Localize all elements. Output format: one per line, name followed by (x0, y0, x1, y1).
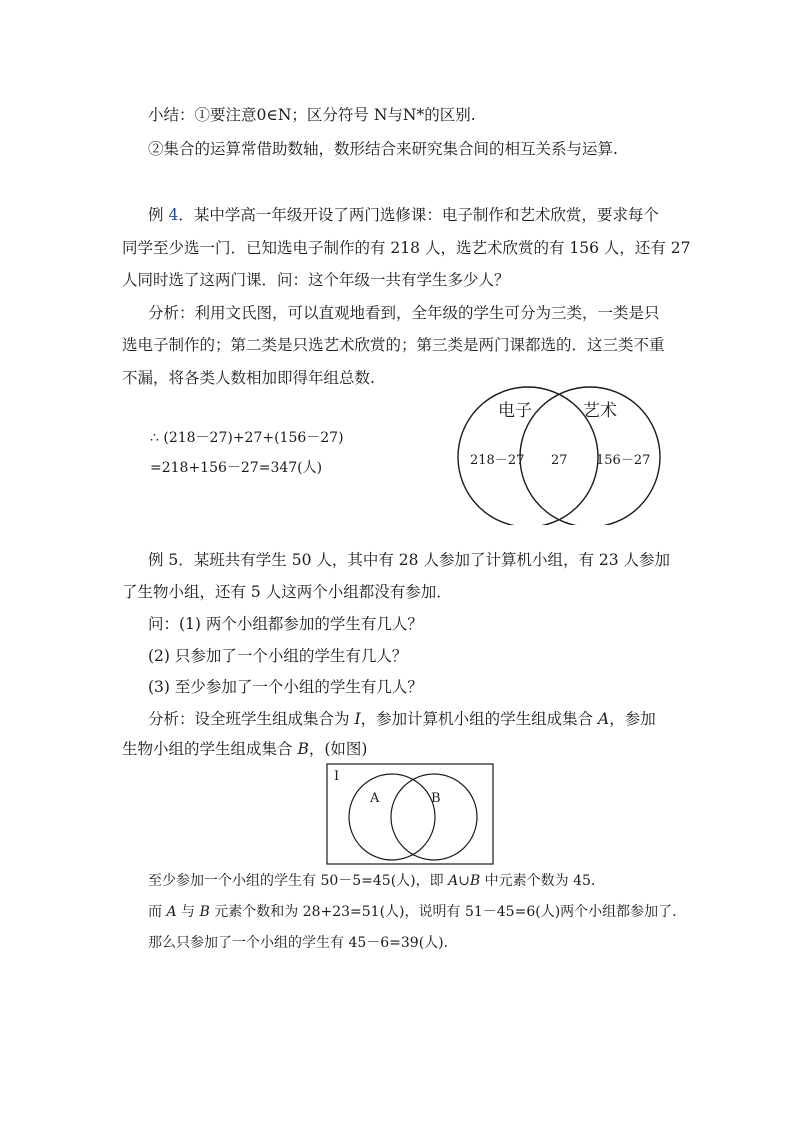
example5-venn-diagram (326, 763, 496, 867)
example5-solution-2-pre: 而 (148, 904, 167, 920)
example5-solution-line-2 (148, 902, 686, 922)
example4-label: 例 (148, 206, 169, 224)
example4-analysis-line-3: 不漏，将各类人数相加即得年组总数. (122, 369, 375, 387)
example5-solution-1-expr: A∪B (448, 873, 481, 889)
venn-circle-b (391, 774, 477, 860)
venn-value-electronics-only: 218－27 (470, 453, 525, 468)
example4-calc-line-1: ∴ (218－27)+27+(156－27) (150, 430, 344, 446)
example5-set-a: A (598, 710, 610, 728)
example5-question-3: (3) 至少参加了一个小组的学生有几人？ (148, 678, 423, 696)
summary-line-1-rest: ；区分符号 N与N*的区别. (291, 106, 476, 124)
example5-question-1: 问：(1) 两个小组都参加的学生有几人？ (148, 615, 423, 633)
example4-problem-line-1 (148, 205, 659, 225)
summary-line-1 (148, 105, 476, 125)
example5-set-b: B (297, 740, 309, 758)
venn-value-art-only: 156－27 (596, 453, 651, 468)
example5-solution-2-text-b: 元素个数和为 28+23=51(人)，说明有 51－45=6(人)两个小组都参加了． (209, 904, 687, 920)
example5-solution-1-text-a: 至少参加一个小组的学生有 50－5=45(人)，即 (148, 873, 449, 889)
summary-line-1-math: 0∈N (256, 106, 292, 124)
example5-analysis-line-1 (148, 709, 656, 729)
example4-analysis-line-1: 分析：利用文氏图，可以直观地看到，全年级的学生可分为三类，一类是只 (148, 304, 660, 322)
example4-problem-line-2: 同学至少选一门．已知选电子制作的有 218 人，选艺术欣赏的有 156 人，还有 27 (122, 239, 691, 257)
example5-set-i: I (354, 710, 361, 728)
example5-analysis-text-b: ，参加计算机小组的学生组成集合 (360, 710, 598, 728)
example5-problem-line-1: 例 5．某班共有学生 50 人，其中有 28 人参加了计算机小组，有 23 人参加 (148, 551, 671, 569)
summary-line-2: ②集合的运算常借助数轴，数形结合来研究集合间的相互关系与运算. (148, 140, 618, 158)
example4-number: 4 (168, 206, 179, 224)
venn-label-b: B (431, 791, 441, 806)
example4-analysis-line-2: 选电子制作的；第二类是只选艺术欣赏的；第三类是两门课都选的．这三类不重 (122, 336, 665, 354)
venn-label-universe: I (334, 769, 340, 784)
example5-analysis-text-e: ，(如图) (308, 740, 368, 758)
example4-venn-diagram (450, 385, 670, 525)
venn-value-both: 27 (551, 453, 568, 468)
example5-solution-line-3: 那么只参加了一个小组的学生有 45－6=39(人)． (148, 935, 458, 951)
example4-calc-line-2: =218+156－27=347(人) (150, 460, 323, 476)
example5-solution-line-1 (148, 871, 605, 891)
example5-analysis-text-a: 分析：设全班学生组成集合为 (148, 710, 355, 728)
venn-label-a: A (370, 791, 380, 806)
example5-solution-2-set-b: B (199, 904, 210, 920)
example4-problem-line-3: 人同时选了这两门课．问：这个年级一共有学生多少人？ (122, 271, 510, 289)
venn-title-art: 艺术 (583, 401, 617, 421)
example5-solution-2-text-a: 与 (176, 904, 200, 920)
example5-analysis-line-2 (122, 739, 367, 759)
example5-question-2: (2) 只参加了一个小组的学生有几人？ (148, 647, 408, 665)
example5-problem-line-2: 了生物小组，还有 5 人这两个小组都没有参加． (122, 583, 452, 601)
example5-solution-1-text-b: 中元素个数为 45． (480, 873, 605, 889)
example4-problem-text: ．某中学高一年级开设了两门选修课：电子制作和艺术欣赏，要求每个 (178, 206, 659, 224)
example5-solution-2-set-a: A (166, 904, 177, 920)
venn-circle-a (349, 774, 435, 860)
venn-title-electronics: 电子 (498, 401, 532, 421)
example5-analysis-text-d: 生物小组的学生组成集合 (122, 740, 298, 758)
venn-universe-box (327, 764, 493, 864)
summary-line-1-text: 小结：①要注意 (148, 106, 257, 124)
example5-analysis-text-c: ，参加 (609, 710, 656, 728)
